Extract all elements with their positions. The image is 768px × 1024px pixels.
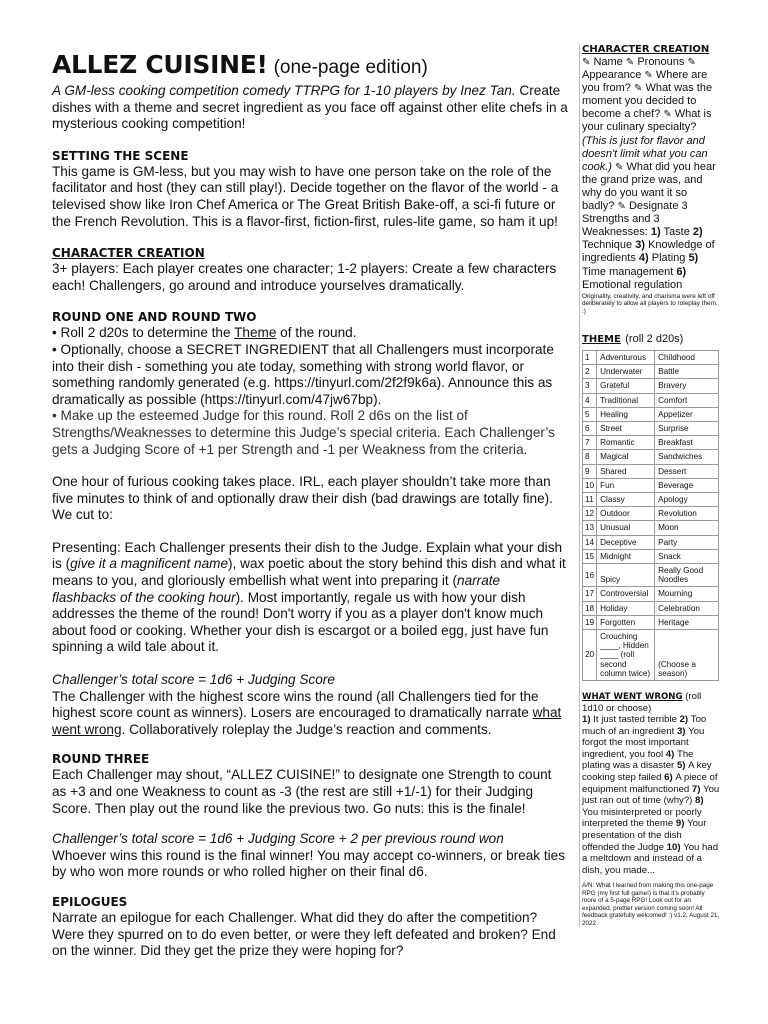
theme-roll-number: 1 <box>583 350 597 364</box>
text-span: Presenting: Each Challenger presents their dish to the Judge. Explain what your dish is ( <box>52 539 563 572</box>
www-item: You had a meltdown and instead of a dish, you made... <box>582 841 719 876</box>
author-note: A/N: What I learned from making this one-page RPG (my first full game!) is that it’s probably more of a 5-page RPG! Look out for an expanded, prettier version coming soon! All feedback gratefully welcomed! :) v1.2, August 21, 2022. <box>582 882 720 927</box>
round3-heading: ROUND THREE <box>52 752 150 767</box>
www-number: 10) <box>666 841 684 853</box>
sidebar-cc-heading: CHARACTER CREATION <box>582 44 710 55</box>
www-item: A key cooking step failed <box>582 760 712 783</box>
text-span: ). Most importantly, regale us with how your dish addresses the theme of the round! Don't worry if you as a player don't know much about food or cooking. Whether your dish is escargot or a boiled egg, just have fun spinning a wild tale about it. <box>52 589 549 655</box>
intro <box>52 83 568 133</box>
theme-row <box>583 629 719 680</box>
theme-roll-number: 4 <box>583 393 597 407</box>
www-number: 3) <box>676 725 689 737</box>
sw-item: Time management <box>582 265 674 278</box>
theme-col2: Heritage <box>655 615 719 629</box>
q-name: Name <box>593 56 623 68</box>
theme-col2: Snack <box>655 549 719 563</box>
theme-col2: Party <box>655 535 719 549</box>
theme-col1: Underwater <box>597 365 655 379</box>
theme-col2: Comfort <box>655 393 719 407</box>
theme-col2: Battle <box>655 365 719 379</box>
round12-bullet-theme <box>52 325 568 342</box>
theme-row <box>583 615 719 629</box>
round3-formula: Challenger’s total score = 1d6 + Judging Score + 2 per previous round won <box>52 831 504 847</box>
q-prize: What did you hear the grand prize was, and why do you want it so badly? <box>582 160 716 213</box>
theme-roll-number: 7 <box>583 436 597 450</box>
page-title: ALLEZ CUISINE! <box>52 50 268 79</box>
q-specialty: What is your culinary specialty? <box>582 108 712 134</box>
theme-roll-number: 9 <box>583 464 597 478</box>
text-span: ), wax poetic about the story behind this dish and what it means to you, and gloriously embellish what went into preparing it ( <box>52 556 566 589</box>
cooking-text: One hour of furious cooking takes place. IRL, each player shouldn’t take more than five minutes to think of and optionally draw their dish (bad drawings are totally fine). We cut to: <box>52 474 553 523</box>
www-number: 5) <box>676 760 689 772</box>
theme-col1: Spicy <box>597 563 655 586</box>
www-number: 6) <box>664 771 676 783</box>
pencil-icon: ✎ <box>617 201 626 213</box>
theme-col1: Romantic <box>597 436 655 450</box>
www-number: 1) <box>582 713 594 725</box>
presenting-text <box>52 540 568 656</box>
main-column <box>52 50 568 960</box>
theme-roll-number: 5 <box>583 407 597 421</box>
theme-row <box>583 350 719 364</box>
pencil-icon: ✎ <box>582 57 591 68</box>
sw-item: Technique <box>582 239 633 252</box>
theme-row <box>583 464 719 478</box>
sw-item: Emotional regulation <box>582 278 683 291</box>
theme-col1: Grateful <box>597 379 655 393</box>
theme-table <box>582 350 719 681</box>
text-span: give it a magnificent name <box>70 556 229 572</box>
theme-col2: (Choose a season) <box>655 629 719 680</box>
www-item: It just tasted terrible <box>593 713 677 725</box>
www-number: 9) <box>675 818 688 830</box>
www-number: 4) <box>665 748 677 760</box>
theme-col1: Healing <box>597 407 655 421</box>
theme-roll-number: 11 <box>583 492 597 506</box>
www-list <box>582 714 720 876</box>
q-origin: Where are you from? <box>582 69 708 95</box>
theme-link: Theme <box>234 325 277 341</box>
pencil-icon: ✎ <box>633 83 643 95</box>
q-appearance: Appearance <box>582 69 642 82</box>
theme-roll-number: 18 <box>583 601 597 615</box>
theme-col1: Crouching ____, Hidden ____ (roll second column twice) <box>597 629 655 680</box>
bullet-text: • Roll 2 d20s to determine the <box>52 325 235 341</box>
epilogues-text: Narrate an epilogue for each Challenger. What did they do after the competition? Were they spurred on to do even better, or were they left defeated and broken? End on the winner. Did they get the prize they were hoping for? <box>52 909 556 959</box>
sw-item: Taste <box>663 226 690 239</box>
theme-roll-number: 10 <box>583 478 597 492</box>
setting-text: This game is GM-less, but you may wish to have one person take on the role of the facilitator and host (they can still play!). Decide together on the flavor of the world - a televised show like Iron Chef America or The Great British Bake-off, a sci-fi future or the French Revolution. This is a flavor-first, fiction-first, rules-lite game, so ham it up! <box>52 163 559 229</box>
theme-roll-number: 16 <box>583 563 597 586</box>
character-creation-heading: CHARACTER CREATION <box>52 246 205 261</box>
theme-table-body <box>583 350 719 680</box>
theme-row <box>583 601 719 615</box>
sidebar <box>579 44 720 927</box>
pencil-icon: ✎ <box>615 161 624 173</box>
theme-roll-number: 6 <box>583 421 597 435</box>
theme-roll-number: 15 <box>583 549 597 563</box>
theme-col1: Outdoor <box>597 507 655 521</box>
theme-col2: Mourning <box>655 587 719 601</box>
www-item: You forgot the most important ingredient, you fool <box>582 725 705 760</box>
pencil-icon: ✎ <box>663 109 672 121</box>
theme-col2: Childhood <box>655 350 719 364</box>
pencil-icon: ✎ <box>644 70 653 82</box>
www-item: The plating was a disaster <box>582 748 694 772</box>
score-formula: Challenger’s total score = 1d6 + Judging Score <box>52 672 335 688</box>
theme-col1: Midnight <box>597 549 655 563</box>
sidebar-cc-note: Originality, creativity, and charisma were left off deliberately to allow all players to roleplay them. :) <box>582 292 718 315</box>
theme-row <box>583 436 719 450</box>
bullet-text: of the round. <box>276 325 357 341</box>
theme-col1: Traditional <box>597 393 655 407</box>
theme-roll-number: 12 <box>583 507 597 521</box>
text-span: The Challenger with the highest score wins the round (all Challengers tied for the highest score count as winners). Losers are encouraged to dramatically narrate <box>52 688 539 721</box>
theme-col1: Shared <box>597 464 655 478</box>
theme-heading-row <box>582 329 720 347</box>
theme-col2: Appetizer <box>655 407 719 421</box>
theme-col1: Classy <box>597 492 655 506</box>
pencil-icon: ✎ <box>687 57 696 68</box>
theme-row <box>583 478 719 492</box>
theme-col2: Dessert <box>655 464 719 478</box>
theme-row <box>583 507 719 521</box>
sw-item: Plating <box>651 252 686 265</box>
theme-row <box>583 587 719 601</box>
theme-col1: Fun <box>597 478 655 492</box>
www-heading: WHAT WENT WRONG <box>582 691 683 702</box>
theme-roll-number: 3 <box>583 379 597 393</box>
theme-col1: Holiday <box>597 601 655 615</box>
theme-row <box>583 379 719 393</box>
theme-roll-number: 19 <box>583 615 597 629</box>
theme-subheading: (roll 2 d20s) <box>625 332 684 345</box>
theme-col2: Really Good Noodles <box>655 563 719 586</box>
www-item: You misinterpreted or poorly interpreted the theme <box>582 806 702 830</box>
q-specialty-note: (This is just for flavor and doesn't limit what you can cook.) <box>582 134 708 173</box>
theme-col2: Bravery <box>655 379 719 393</box>
theme-col1: Adventurous <box>597 350 655 364</box>
theme-row <box>583 521 719 535</box>
sidebar-cc-questions: ✎ Name ✎ Pronouns ✎ Appearance ✎ Where are you from? ✎ What was the moment you decided to become a chef? ✎ What is your culinary specialty? (This is just for flavor and doesn't limit what you can cook.) ✎ What did you hear the grand prize was, and why do you want it so badly? ✎ Designate 3 Strengths and 3 Weaknesses: 1) Taste 2) Technique 3) Knowledge of ingredients 4) Plating 5) Time management 6) Emotional regulation <box>582 56 716 291</box>
theme-roll-number: 14 <box>583 535 597 549</box>
character-creation-text: 3+ players: Each player creates one character; 1-2 players: Create a few characters each! Challengers, go around and introduce yourselves dramatically. <box>52 261 557 293</box>
theme-col1: Deceptive <box>597 535 655 549</box>
theme-row <box>583 393 719 407</box>
epilogues-heading: EPILOGUES <box>52 894 128 909</box>
round12-bullet-secret-ingredient: • Optionally, choose a SECRET INGREDIENT that all Challengers must incorporate into their dish - something you ate today, something with strong world flavor, or something randomly generated (e.g. https://tinyurl.com/2f2f9k6a). Announce this as dramatically as possible (https://tinyurl.com/47jw67bp). <box>52 341 554 407</box>
www-number: 7) <box>691 783 704 795</box>
theme-col2: Breakfast <box>655 436 719 450</box>
www-subheading: (roll 1d10 or choose) <box>582 690 702 714</box>
q-pronouns: Pronouns <box>637 56 685 68</box>
theme-row <box>583 407 719 421</box>
theme-row <box>583 563 719 586</box>
www-number: 2) <box>679 713 691 725</box>
intro-text: Create dishes with a theme and secret ingredient as you face off against other elite chefs in a mysterious cooking competition! <box>52 83 568 132</box>
theme-col1: Unusual <box>597 521 655 535</box>
www-item: Your presentation of the dish offended the Judge <box>582 818 707 853</box>
theme-row <box>583 421 719 435</box>
round3-text2: Whoever wins this round is the final winner! You may accept co-winners, or break ties by who won more rounds or who rolled higher on their final d6. <box>52 847 566 880</box>
what-went-wrong-link: what went wrong <box>52 705 562 737</box>
theme-roll-number: 13 <box>583 521 597 535</box>
q-moment: What was the moment you decided to become a chef? <box>582 82 713 121</box>
theme-col1: Controversial <box>597 587 655 601</box>
theme-row <box>583 492 719 506</box>
theme-roll-number: 20 <box>583 629 597 680</box>
page-subtitle: (one-page edition) <box>273 57 428 78</box>
round12-heading: ROUND ONE AND ROUND TWO <box>52 310 257 325</box>
theme-col2: Celebration <box>655 601 719 615</box>
text-span: narrate flashbacks of the cooking hour <box>52 573 501 605</box>
theme-col2: Revolution <box>655 507 719 521</box>
theme-row <box>583 365 719 379</box>
setting-heading: SETTING THE SCENE <box>52 148 189 163</box>
winner-text <box>52 689 568 739</box>
intro-tagline: A GM-less cooking competition comedy TTRPG for 1-10 players by Inez Tan. <box>52 83 516 98</box>
q-designate: Designate 3 Strengths and 3 Weaknesses: <box>582 200 688 239</box>
round3-text: Each Challenger may shout, “ALLEZ CUISINE!” to designate one Strength to count as +3 and one Weakness to count as -3 (the rest are still +1/-1) for their Judging Score. Then play out the round like the previous two. Go nuts: this is the finale! <box>52 767 552 816</box>
theme-row <box>583 535 719 549</box>
www-heading-row <box>582 691 720 714</box>
theme-roll-number: 8 <box>583 450 597 464</box>
theme-col2: Moon <box>655 521 719 535</box>
sw-item: Knowledge of ingredients <box>582 239 715 265</box>
theme-col2: Surprise <box>655 421 719 435</box>
www-item: A piece of equipment malfunctioned <box>582 771 718 795</box>
www-item: Too much of an ingredient <box>582 713 707 737</box>
theme-col1: Magical <box>597 450 655 464</box>
theme-roll-number: 17 <box>583 587 597 601</box>
theme-col2: Beverage <box>655 478 719 492</box>
www-number: 8) <box>695 795 704 807</box>
text-span: . Collaboratively roleplay the Judge’s reaction and comments. <box>121 721 492 737</box>
www-item: You just ran out of time (why?) <box>582 783 720 807</box>
theme-row <box>583 549 719 563</box>
theme-heading: THEME <box>582 333 621 345</box>
theme-col2: Sandwiches <box>655 450 719 464</box>
theme-col1: Street <box>597 421 655 435</box>
title-row <box>52 50 568 79</box>
theme-row <box>583 450 719 464</box>
pencil-icon: ✎ <box>625 57 635 68</box>
theme-col1: Forgotten <box>597 615 655 629</box>
round12-bullet-judge: • Make up the esteemed Judge for this round. Roll 2 d6s on the list of Strengths/Weaknesses to determine this Judge’s special criteria. Each Challenger’s gets a Judging Score of +1 per Strength and -1 per Weakness from the criteria. <box>52 408 555 457</box>
theme-roll-number: 2 <box>583 365 597 379</box>
theme-col2: Apology <box>655 492 719 506</box>
